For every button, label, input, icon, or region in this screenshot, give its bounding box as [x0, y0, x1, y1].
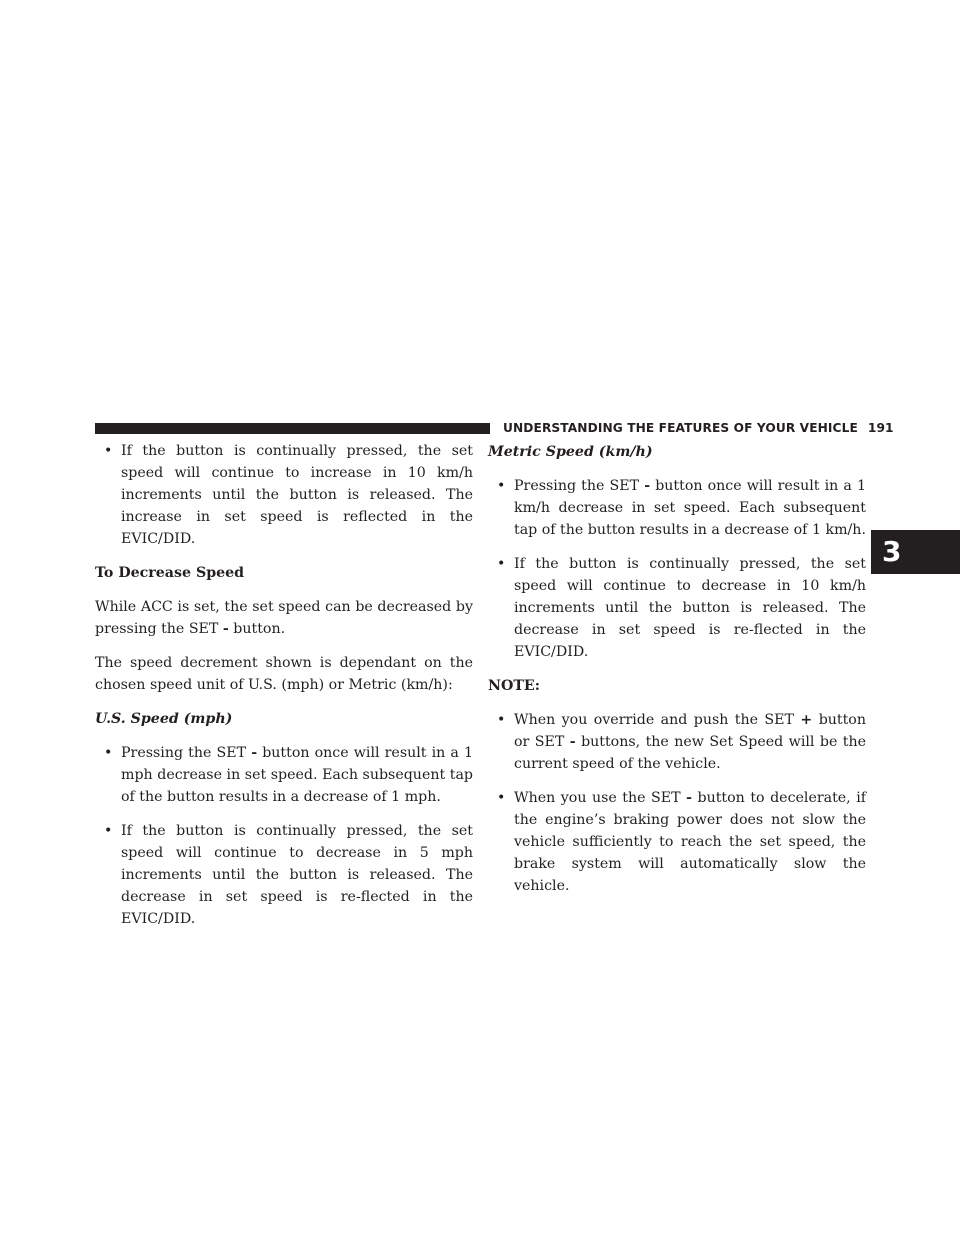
- heading-to-decrease-speed: To Decrease Speed: [95, 565, 245, 581]
- running-header: [503, 418, 894, 438]
- bullet-us-continual: • If the button is continually pressed, the set speed will continue to decrease in 5 mph increments until the button is released. The decrease in set speed is re-flected in the EVIC/DID.: [95, 820, 473, 930]
- subheading-us-speed: U.S. Speed (mph): [95, 711, 233, 727]
- header-title: UNDERSTANDING THE FEATURES OF YOUR VEHICLE: [503, 421, 858, 435]
- bullet-icon: •: [104, 745, 113, 761]
- note-bullet-decelerate: • When you use the SET - button to decelerate, if the engine’s braking power does not slow the vehicle sufficiently to reach the set speed, the brake system will automatically slow the vehicle.: [488, 787, 866, 897]
- bullet-icon: •: [104, 823, 113, 839]
- bullet-icon: •: [497, 712, 506, 728]
- bullet-icon: •: [104, 443, 113, 459]
- header-rule: [95, 423, 490, 434]
- subheading-metric-speed: Metric Speed (km/h): [488, 444, 653, 460]
- bullet-icon: •: [497, 790, 506, 806]
- right-column: [488, 440, 866, 909]
- bullet-metric-press: • Pressing the SET - button once will result in a 1 km/h decrease in set speed. Each subsequent tap of the button results in a decrease of 1 km/h.: [488, 475, 866, 541]
- para-acc-set: While ACC is set, the set speed can be decreased by pressing the SET - button.: [95, 599, 473, 637]
- left-column: [95, 440, 473, 942]
- note-label: NOTE:: [488, 678, 540, 694]
- note-bullet-override: • When you override and push the SET + button or SET - buttons, the new Set Speed will be the current speed of the vehicle.: [488, 709, 866, 775]
- page-number: 191: [867, 421, 894, 435]
- bullet-icon: •: [497, 556, 506, 572]
- chapter-tab: 3: [871, 530, 960, 574]
- bullet-icon: •: [497, 478, 506, 494]
- bullet-increase-continual: • If the button is continually pressed, the set speed will continue to increase in 10 km/h increments until the button is released. The increase in set speed is reflected in the EVIC/DID.: [95, 440, 473, 550]
- bullet-us-press: • Pressing the SET - button once will result in a 1 mph decrease in set speed. Each subsequent tap of the button results in a decrease of 1 mph.: [95, 742, 473, 808]
- bullet-metric-continual: • If the button is continually pressed, the set speed will continue to decrease in 10 km/h increments until the button is released. The decrease in set speed is re-flected in the EVIC/DID.: [488, 553, 866, 663]
- para-speed-decrement: The speed decrement shown is dependant on the chosen speed unit of U.S. (mph) or Metric (km/h):: [95, 655, 473, 693]
